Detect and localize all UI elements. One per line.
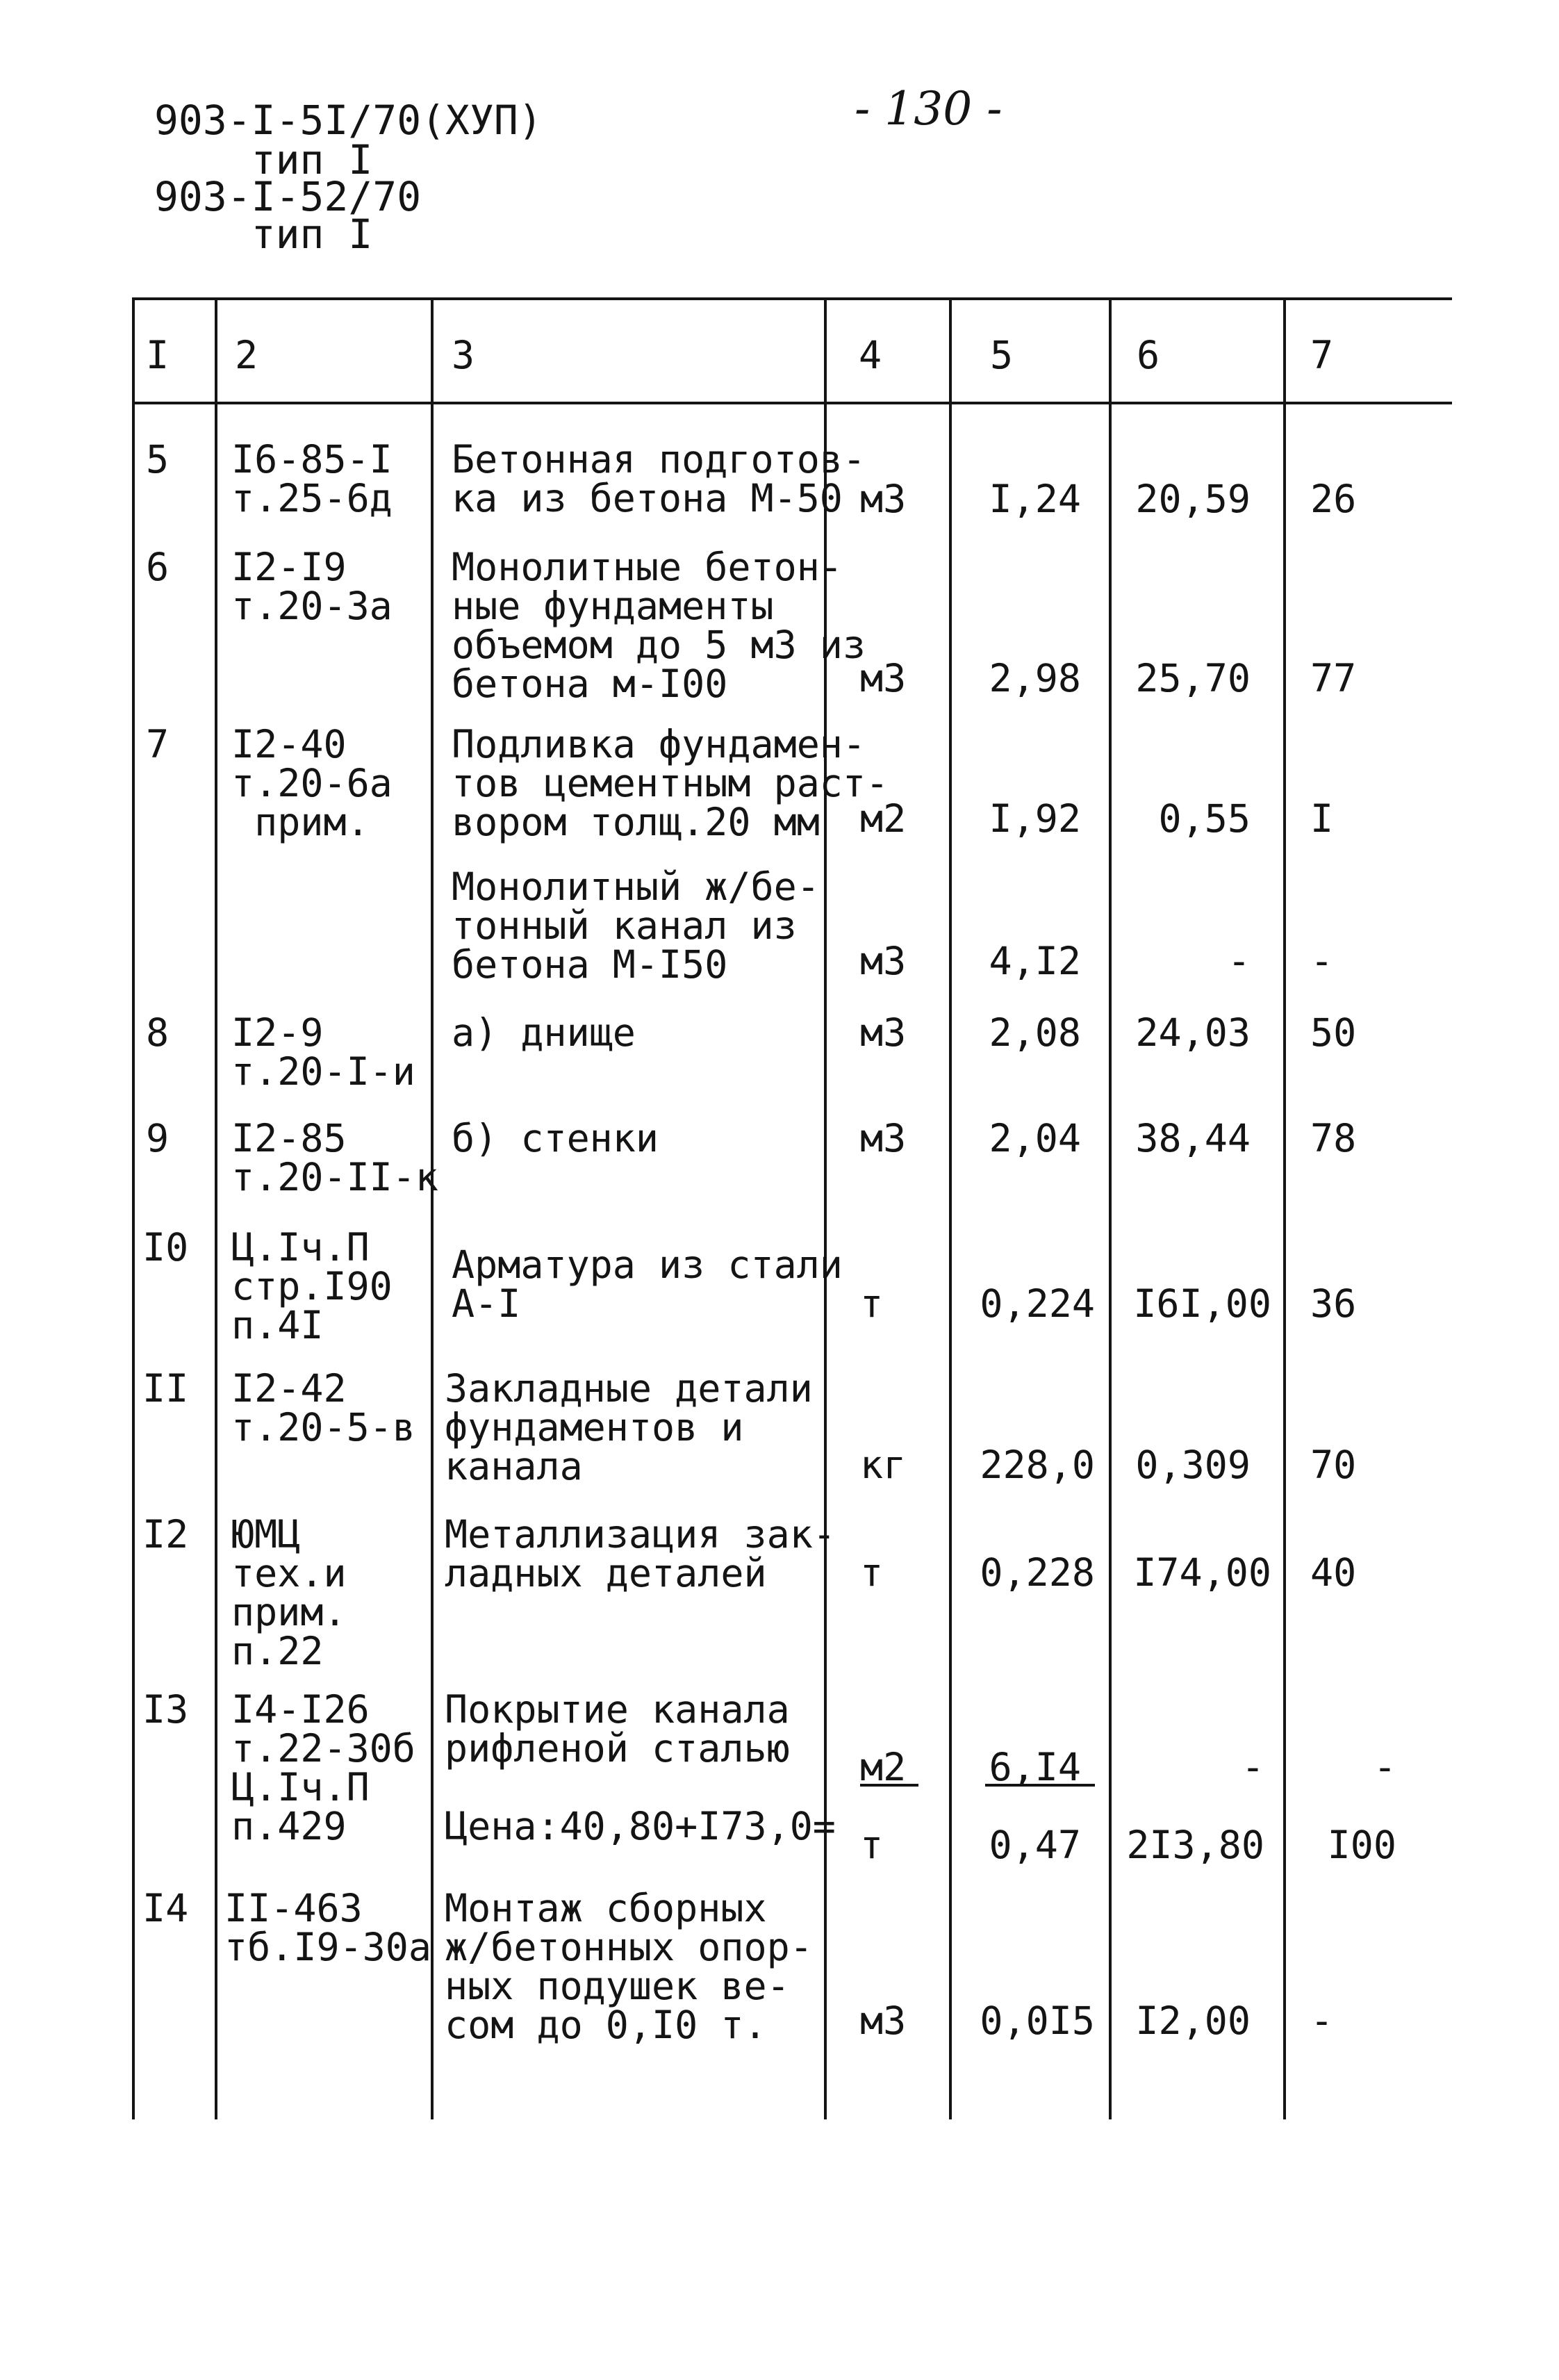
row-number: 6 bbox=[146, 545, 170, 589]
table-header-rule bbox=[132, 402, 1452, 404]
row-number: I4 bbox=[142, 1886, 189, 1930]
quantity: I,24 bbox=[989, 477, 1081, 521]
row-number: I3 bbox=[142, 1687, 189, 1732]
unit: м2 bbox=[860, 796, 907, 841]
norm-code: I6-85-I т.25-6д bbox=[231, 437, 393, 520]
column-header: 4 bbox=[859, 333, 882, 377]
norm-code: II-463 тб.I9-30а bbox=[224, 1886, 432, 1969]
row-number: 5 bbox=[146, 437, 170, 482]
column-header: 6 bbox=[1137, 333, 1160, 377]
col-divider-2 bbox=[431, 297, 434, 2119]
norm-code: I2-40 т.20-6а прим. bbox=[231, 722, 393, 844]
col-divider-6 bbox=[1283, 297, 1286, 2119]
total: 40 bbox=[1310, 1550, 1357, 1595]
unit: м3 bbox=[860, 1999, 907, 2043]
work-description: Монолитные бетон- ные фундаменты объемом до 5 м3 из бетона м-I00 bbox=[452, 545, 866, 706]
unit-price: 24,03 bbox=[1135, 1010, 1251, 1055]
unit: кг bbox=[860, 1443, 907, 1487]
norm-code: I2-85 т.20-II-к bbox=[231, 1116, 439, 1199]
column-header: 2 bbox=[235, 333, 258, 377]
unit: м3 bbox=[860, 477, 907, 521]
norm-code: I2-I9 т.20-3а bbox=[231, 545, 393, 628]
norm-code: I2-42 т.20-5-в bbox=[231, 1366, 415, 1450]
column-header: 7 bbox=[1310, 333, 1334, 377]
table-top-rule bbox=[132, 297, 1452, 300]
norm-code: I4-I26 т.22-30б Ц.Iч.П п.429 bbox=[231, 1687, 415, 1848]
unit-price: 20,59 bbox=[1135, 477, 1251, 521]
work-description: Закладные детали фундаментов и канала bbox=[445, 1366, 813, 1488]
row-number: 8 bbox=[146, 1010, 170, 1055]
col-divider-1 bbox=[215, 297, 217, 2119]
total: 36 bbox=[1310, 1281, 1357, 1326]
doc-code-1: 903-I-5I/70(XУП) bbox=[154, 97, 543, 144]
unit: т bbox=[860, 1550, 884, 1595]
total: I bbox=[1310, 796, 1334, 841]
row-number: I2 bbox=[142, 1512, 189, 1557]
total: 77 bbox=[1310, 656, 1357, 700]
total: - I00 bbox=[1327, 1745, 1396, 1867]
quantity: 0,224 bbox=[980, 1281, 1095, 1326]
unit-price: 25,70 bbox=[1135, 656, 1251, 700]
unit: т bbox=[860, 1281, 884, 1326]
unit-price: - 2I3,80 bbox=[1126, 1745, 1264, 1867]
work-description: Бетонная подготов- ка из бетона М-50 bbox=[452, 437, 866, 520]
doc-code-2: 903-I-52/70 bbox=[154, 173, 422, 220]
doc-type-2: тип I bbox=[154, 211, 373, 258]
quantity: 2,98 bbox=[989, 656, 1081, 700]
unit-price: 0,55 bbox=[1158, 796, 1251, 841]
column-header: 3 bbox=[452, 333, 475, 377]
unit-price: I2,00 bbox=[1135, 1999, 1251, 2043]
col-divider-4 bbox=[949, 297, 952, 2119]
work-description: а) днище bbox=[452, 1010, 636, 1055]
unit: м3 bbox=[860, 1010, 907, 1055]
quantity: 0,0I5 bbox=[980, 1999, 1095, 2043]
quantity: 228,0 bbox=[980, 1443, 1095, 1487]
column-header: 5 bbox=[990, 333, 1014, 377]
work-description: Металлизация зак- ладных деталей bbox=[445, 1512, 836, 1595]
column-header: I bbox=[146, 333, 170, 377]
work-description: Монтаж сборных ж/бетонных опор- ных подушек ве- сом до 0,I0 т. bbox=[445, 1886, 813, 2047]
total: - bbox=[1310, 939, 1334, 983]
unit: м2 т bbox=[860, 1745, 907, 1867]
row-number: 9 bbox=[146, 1116, 170, 1160]
total: 50 bbox=[1310, 1010, 1357, 1055]
norm-code: ЮМЦ тех.и прим. п.22 bbox=[231, 1512, 347, 1673]
unit-price: 38,44 bbox=[1135, 1116, 1251, 1160]
quantity: 0,228 bbox=[980, 1550, 1095, 1595]
total: 26 bbox=[1310, 477, 1357, 521]
total: - bbox=[1310, 1999, 1334, 2043]
col-divider-0 bbox=[132, 297, 135, 2119]
quantity: 2,04 bbox=[989, 1116, 1081, 1160]
row-number: I0 bbox=[142, 1225, 189, 1270]
work-description: Арматура из стали А-I bbox=[452, 1242, 843, 1326]
total: 78 bbox=[1310, 1116, 1357, 1160]
unit: м3 bbox=[860, 939, 907, 983]
total: 70 bbox=[1310, 1443, 1357, 1487]
unit-price: - bbox=[1227, 939, 1251, 983]
unit-price: I74,00 bbox=[1133, 1550, 1271, 1595]
quantity: 6,I4 0,47 bbox=[989, 1745, 1081, 1867]
norm-code: Ц.Iч.П стр.I90 п.4I bbox=[231, 1225, 393, 1347]
unit: м3 bbox=[860, 656, 907, 700]
work-description: б) стенки bbox=[452, 1116, 659, 1160]
unit-price: I6I,00 bbox=[1133, 1281, 1271, 1326]
doc-type-1: тип I bbox=[154, 136, 373, 183]
work-description: Подливка фундамен- тов цементным раст- вором толщ.20 мм bbox=[452, 722, 889, 844]
work-description: Монолитный ж/бе- тонный канал из бетона М-I50 bbox=[452, 864, 820, 987]
quantity: 2,08 bbox=[989, 1010, 1081, 1055]
unit-price: 0,309 bbox=[1135, 1443, 1251, 1487]
page-number: - 130 - bbox=[855, 82, 1003, 136]
quantity: I,92 bbox=[989, 796, 1081, 841]
row-number: 7 bbox=[146, 722, 170, 766]
row-number: II bbox=[142, 1366, 189, 1411]
work-description: Покрытие канала рифленой сталью Цена:40,80+I73,0= bbox=[445, 1687, 836, 1848]
quantity: 4,I2 bbox=[989, 939, 1081, 983]
norm-code: I2-9 т.20-I-и bbox=[231, 1010, 415, 1094]
unit: м3 bbox=[860, 1116, 907, 1160]
